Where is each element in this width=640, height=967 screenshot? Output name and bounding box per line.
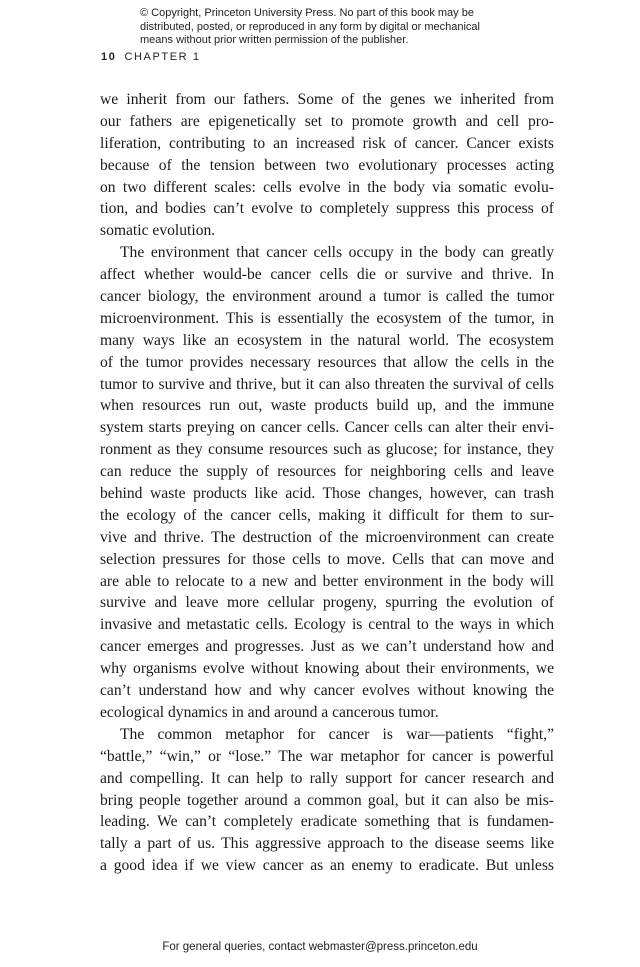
text-line: cancer emerges and progresses. Just as we can’t understand how and	[100, 638, 554, 656]
text-line: tion, and bodies can’t evolve to completely suppress this process of	[100, 200, 554, 218]
text-line: many ways like an ecosystem in the natural world. The ecosystem	[100, 331, 554, 349]
text-line: of the tumor provides necessary resources that allow the cells in the	[100, 353, 554, 371]
text-line: The environment that cancer cells occupy in the body can greatly	[120, 244, 554, 262]
text-line: the ecology of the cancer cells, making it difficult for them to sur-	[100, 506, 554, 524]
text-line: because of the tension between two evolutionary processes acting	[100, 156, 554, 174]
text-line: selection pressures for those cells to move. Cells that can move and	[100, 550, 554, 568]
copyright-notice	[140, 7, 520, 48]
text-line: tally a part of us. This aggressive approach to the disease seems like	[100, 835, 554, 853]
text-line: microenvironment. This is essentially the ecosystem of the tumor, in	[100, 309, 554, 327]
text-line: leading. We can’t completely eradicate something that is fundamen-	[100, 813, 554, 831]
text-line: invasive and metastatic cells. Ecology is central to the ways in which	[100, 616, 554, 634]
copyright-line: distributed, posted, or reproduced in any form by digital or mechanical	[140, 20, 480, 33]
text-line: a good idea if we view cancer as an enemy to eradicate. But unless	[100, 857, 554, 875]
text-line: cancer biology, the environment around a tumor is called the tumor	[100, 288, 554, 306]
text-line: why organisms evolve without knowing about their environments, we	[100, 660, 554, 678]
text-line: are able to relocate to a new and better environment in the body will	[100, 572, 554, 590]
text-line: The common metaphor for cancer is war—patients “fight,”	[120, 725, 554, 743]
text-line: our fathers are epigenetically set to promote growth and cell pro-	[100, 112, 554, 130]
running-head	[101, 51, 201, 63]
text-line: ronment as they consume resources such as glucose; for instance, they	[100, 441, 554, 459]
copyright-line: © Copyright, Princeton University Press. No part of this book may be	[140, 7, 474, 19]
copyright-line: means without prior written permission of the publisher.	[140, 34, 409, 46]
text-line: behind waste products like acid. Those changes, however, can trash	[100, 485, 554, 503]
text-line: somatic evolution.	[100, 222, 216, 240]
text-line: and compelling. It can help to rally support for cancer research and	[100, 769, 554, 787]
text-line: when resources run out, waste products build up, and the immune	[100, 397, 554, 415]
footer-contact: For general queries, contact webmaster@press.princeton.edu	[162, 941, 478, 953]
page-number: 10	[101, 51, 117, 63]
text-line: can reduce the supply of resources for neighboring cells and leave	[100, 463, 554, 481]
text-line: liferation, contributing to an increased risk of cancer. Cancer exists	[100, 134, 554, 152]
text-line: survive and leave more cellular progeny, spurring the evolution of	[100, 594, 554, 612]
text-line: bring people together around a common goal, but it can also be mis-	[100, 791, 554, 809]
text-line: on two different scales: cells evolve in the body via somatic evolu-	[100, 178, 554, 196]
body-text	[100, 89, 554, 877]
text-line: “battle,” “win,” or “lose.” The war metaphor for cancer is powerful	[100, 747, 554, 765]
text-line: can’t understand how and why cancer evolves without knowing the	[100, 682, 554, 700]
chapter-label: CHAPTER 1	[124, 51, 201, 63]
text-line: system starts preying on cancer cells. Cancer cells can alter their envi-	[100, 419, 554, 437]
text-line: vive and thrive. The destruction of the microenvironment can create	[100, 528, 554, 546]
text-line: we inherit from our fathers. Some of the genes we inherited from	[100, 91, 554, 108]
text-line: tumor to survive and thrive, but it can also threaten the survival of cells	[100, 375, 554, 393]
text-line: ecological dynamics in and around a cancerous tumor.	[100, 703, 439, 721]
text-line: affect whether would-be cancer cells die or survive and thrive. In	[100, 266, 554, 284]
